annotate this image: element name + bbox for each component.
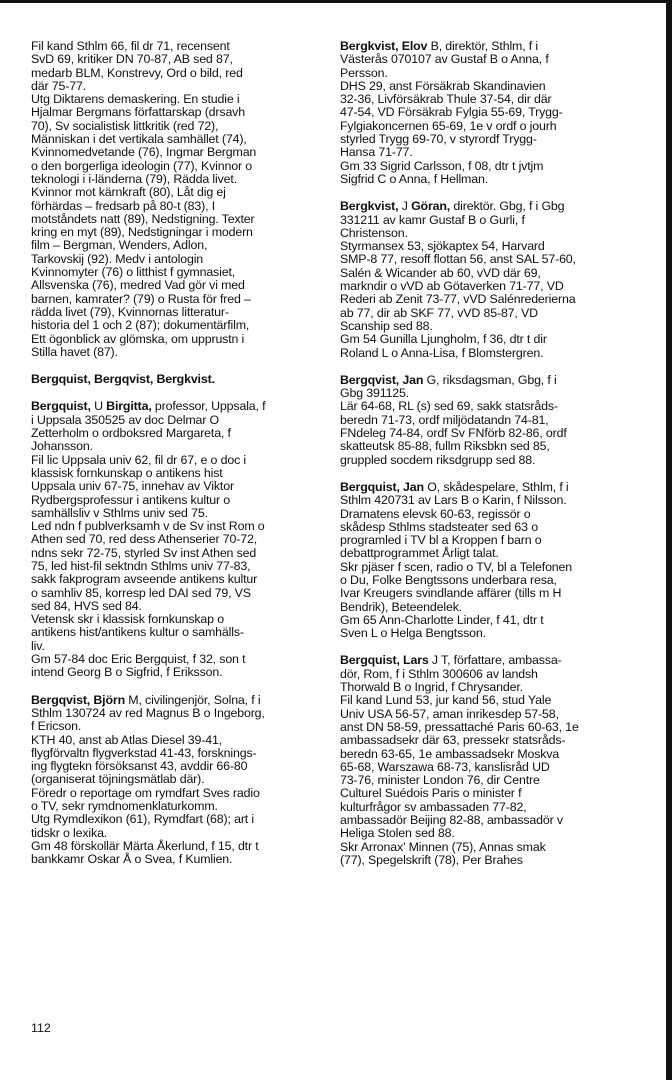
text-line <box>31 93 323 106</box>
entry-heading: Bergquist, Bergqvist, Bergkvist. <box>31 372 215 387</box>
entry-text: 75, led hist-fil sektndn Sthlms univ 77-83, <box>31 558 251 573</box>
text-line <box>340 454 632 467</box>
text-line <box>340 414 632 427</box>
entry-text: liv. <box>31 638 45 653</box>
entry-text: Hjalmar Bergmans författarskap (drsavh <box>31 105 245 120</box>
text-line <box>340 240 632 253</box>
entry-text: Gm 54 Gunilla Ljungholm, f 36, dtr t dir <box>340 332 547 347</box>
text-line <box>340 814 632 827</box>
text-line <box>340 333 632 346</box>
text-line <box>340 214 632 227</box>
entry-text: dör, Rom, f i Sthlm 300606 av landsh <box>340 666 538 681</box>
text-line <box>340 521 632 534</box>
text-line <box>340 280 632 293</box>
text-line <box>31 760 323 773</box>
entry-text: anst DN 58-59, pressattaché Paris 60-63, 1e <box>340 719 579 734</box>
text-line <box>340 694 632 707</box>
text-line <box>340 400 632 413</box>
entry-text: debattprogrammet Årligt talat. <box>340 546 499 561</box>
entry-text: där 75-77. <box>31 78 86 93</box>
text-line <box>31 253 323 266</box>
text-line <box>31 573 323 586</box>
entry <box>340 40 632 186</box>
entry-text: J T, författare, ambassa- <box>428 653 562 668</box>
text-line <box>31 626 323 639</box>
text-line <box>340 427 632 440</box>
entry-text: Athen sed 70, red dess Athenserier 70-72, <box>31 532 257 547</box>
entry-text: Roland L o Anna-Lisa, f Blomstergren. <box>340 345 544 360</box>
entry-heading: Göran, <box>411 199 451 214</box>
entry-text: Kvinnor mot kärnkraft (80), Låt dig ej <box>31 185 226 200</box>
text-line <box>31 373 323 386</box>
entry-text: Ett ögonblick av glömska, om upprustn i <box>31 331 245 346</box>
text-line <box>31 787 323 800</box>
text-line <box>340 200 632 213</box>
entry-text: Stilla havet (87). <box>31 344 118 359</box>
text-line <box>340 160 632 173</box>
entry-text: Kvinnomedvetande (76), Ingmar Bergman <box>31 145 257 160</box>
text-line <box>340 93 632 106</box>
entry-text: samhällsliv v Sthlms univ sed 75. <box>31 505 208 520</box>
text-line <box>31 414 323 427</box>
text-line <box>31 67 323 80</box>
text-line <box>340 841 632 854</box>
entry-text: Utg Diktarens demaskering. En studie i <box>31 92 240 107</box>
entry-text: Uppsala univ 67-75, innehav av Viktor <box>31 479 234 494</box>
entry-text: Zetterholm o ordboksred Margareta, f <box>31 426 231 441</box>
text-line <box>31 440 323 453</box>
entry-text: kring en myt (89), Nedstigningar i modern <box>31 225 253 240</box>
text-line <box>31 80 323 93</box>
text-line <box>31 467 323 480</box>
entry-text: 70), Sv socialistisk littkritik (red 72), <box>31 118 219 133</box>
entry-text: G, riksdagsman, Gbg, f i <box>423 372 557 387</box>
entry-text: Sigfrid C o Anna, f Hellman. <box>340 171 489 186</box>
text-line <box>340 53 632 66</box>
entry-text: Gm 65 Ann-Charlotte Linder, f 41, dtr t <box>340 612 544 627</box>
text-line <box>340 654 632 667</box>
entry-text: 331211 av kamr Gustaf B o Gurli, f <box>340 212 525 227</box>
text-line <box>31 533 323 546</box>
entry-text: intend Georg B o Sigfrid, f Eriksson. <box>31 665 223 680</box>
text-line <box>31 279 323 292</box>
text-line <box>31 213 323 226</box>
text-line <box>31 306 323 319</box>
text-line <box>31 480 323 493</box>
text-line <box>31 720 323 733</box>
entry-text: Människan i det vertikala samhället (74), <box>31 132 247 147</box>
entry-text: Föredr o reportage om rymdfart Sves radio <box>31 785 260 800</box>
entry-text: DHS 29, anst Försäkrab Skandinavien <box>340 78 546 93</box>
entry-text: 65-68, Warszawa 68-73, kanslisråd UD <box>340 759 550 774</box>
text-line <box>340 801 632 814</box>
entry-text: Fil lic Uppsala univ 62, fil dr 67, e o doc i <box>31 452 247 467</box>
text-line <box>31 226 323 239</box>
text-line <box>340 734 632 747</box>
entry-text: Univ USA 56-57, aman inrikesdep 57-58, <box>340 706 559 721</box>
entry-text: ambassadör Beijing 82-88, ambassadör v <box>340 813 563 828</box>
text-line <box>31 133 323 146</box>
entry-text: Christenson. <box>340 225 408 240</box>
text-line <box>31 400 323 413</box>
entry-text: förhärdas – fredsarb på 80-t (83), I <box>31 198 215 213</box>
text-line <box>31 346 323 359</box>
entry-text: SMP-8 77, resoff flottan 56, anst SAL 57-60, <box>340 252 576 267</box>
text-line <box>31 520 323 533</box>
entry-text: gruppled socdem riksdgrupp sed 88. <box>340 452 536 467</box>
entry-text: B, direktör, Sthlm, f i <box>427 39 538 53</box>
text-line <box>340 481 632 494</box>
page-number: 112 <box>31 1021 51 1035</box>
entry-text: Fil kand Lund 53, jur kand 56, stud Yale <box>340 693 552 708</box>
entry-text: SvD 69, kritiker DN 70-87, AB sed 87, <box>31 52 233 67</box>
entry-text: styrled Trygg 69-70, v styrordf Trygg- <box>340 132 537 147</box>
text-line <box>31 640 323 653</box>
text-line <box>340 721 632 734</box>
entry-text: Culturel Suédois Paris o minister f <box>340 786 522 801</box>
entry-text: Salén & Wicander ab 60, vVD där 69, <box>340 265 541 280</box>
entry-text: bankkamr Oskar Å o Svea, f Kumlien. <box>31 852 233 867</box>
entry-text: Gm 48 förskollär Märta Åkerlund, f 15, dtr t <box>31 838 259 853</box>
entry-text: i Uppsala 350525 av doc Delmar O <box>31 412 220 427</box>
entry-text: U <box>90 399 107 414</box>
text-line <box>340 67 632 80</box>
entry-text: Kvinnomyter (76) o litthist f gymnasiet, <box>31 265 236 280</box>
text-line <box>340 387 632 400</box>
text-line <box>340 787 632 800</box>
text-line <box>31 319 323 332</box>
text-line <box>31 613 323 626</box>
text-line <box>340 253 632 266</box>
text-line <box>340 307 632 320</box>
entry-text: M, civilingenjör, Solna, f i <box>125 692 261 707</box>
text-line <box>31 146 323 159</box>
entry <box>31 40 323 359</box>
text-line <box>340 508 632 521</box>
text-line <box>31 40 323 53</box>
entry-text: tidskr o lexika. <box>31 825 108 840</box>
entry-text: o Du, Folke Bengtssons underbara resa, <box>340 572 557 587</box>
text-line <box>340 267 632 280</box>
text-line <box>31 747 323 760</box>
entry-text: 32-36, Livförsäkrab Thule 37-54, dir där <box>340 92 552 107</box>
entry-text: Tarkovskij (92). Medv i antologin <box>31 251 204 266</box>
text-line <box>340 374 632 387</box>
entry-text: programled i TV bl a Kroppen f barn o <box>340 533 542 548</box>
text-line <box>31 173 323 186</box>
entry-text: professor, Uppsala, f <box>151 399 266 414</box>
left-column <box>31 40 323 881</box>
entry-text: Heliga Stolen sed 88. <box>340 826 455 841</box>
text-line <box>31 734 323 747</box>
text-line <box>340 587 632 600</box>
entry-text: o TV, sekr rymdnomenklaturkomm. <box>31 799 218 814</box>
entry <box>340 374 632 467</box>
text-line <box>340 601 632 614</box>
entry-text: skådesp Sthlms stadsteater sed 63 o <box>340 519 538 534</box>
entry <box>31 373 323 386</box>
entry <box>340 200 632 360</box>
entry-text: Sthlm 420731 av Lars B o Karin, f Nilsson. <box>340 493 567 508</box>
entry <box>340 654 632 867</box>
entry-text: Thorwald B o Ingrid, f Chrysander. <box>340 680 523 695</box>
text-line <box>31 547 323 560</box>
entry-heading: Bergquist, Lars <box>340 653 429 668</box>
entry-text: film – Bergman, Wenders, Adlon, <box>31 238 208 253</box>
entry-text: Gm 33 Sigrid Carlsson, f 08, dtr t jvtjm <box>340 158 544 173</box>
entry-text: teknologi i i-länderna (79), Rädda livet. <box>31 171 237 186</box>
entry-text: klassisk fornkunskap o antikens hist <box>31 465 223 480</box>
entry <box>31 694 323 867</box>
text-line <box>340 320 632 333</box>
entry-text: Led ndn f publverksamh v de Sv inst Rom o <box>31 519 265 534</box>
text-line <box>340 133 632 146</box>
entry-text: sakk fakprogram avseende antikens kultur <box>31 572 258 587</box>
text-line <box>340 614 632 627</box>
entry-text: antikens hist/antikens kultur o samhälls- <box>31 625 244 640</box>
text-line <box>31 53 323 66</box>
entry-text: Lär 64-68, RL (s) sed 69, sakk statsråds- <box>340 399 558 414</box>
right-column <box>340 40 632 881</box>
text-line <box>340 574 632 587</box>
text-line <box>340 668 632 681</box>
entry-text: direktör. Gbg, f i Gbg <box>450 199 565 214</box>
entry-text: Dramatens elevsk 60-63, regissör o <box>340 506 531 521</box>
entry-text: markndir o vVD ab Götaverken 71-77, VD <box>340 279 564 294</box>
text-line <box>31 454 323 467</box>
text-line <box>31 827 323 840</box>
text-line <box>31 120 323 133</box>
entry-text: (organiserat töjningsmätlab där). <box>31 772 205 787</box>
entry-text: ndns sekr 72-75, styrled Sv inst Athen sed <box>31 545 257 560</box>
text-line <box>340 173 632 186</box>
text-line <box>31 186 323 199</box>
entry-text: Skr Arronax' Minnen (75), Annas smak <box>340 839 546 854</box>
text-line <box>31 587 323 600</box>
text-line <box>340 627 632 640</box>
text-line <box>31 694 323 707</box>
entry-heading: Bergquist, <box>31 399 91 414</box>
text-line <box>340 681 632 694</box>
text-line <box>340 80 632 93</box>
entry-text: FNdeleg 74-84, ordf Sv FNförb 82-86, ordf <box>340 426 567 441</box>
text-line <box>31 653 323 666</box>
entry-heading: Bergkvist, <box>340 199 399 214</box>
entry-text: 73-76, minister London 76, dir Centre <box>340 773 540 788</box>
entry-text: Hansa 71-77. <box>340 145 413 160</box>
entry-text: Fylgiakoncernen 65-69, 1e v ordf o jourh <box>340 118 557 133</box>
entry-heading: Bergqvist, Björn <box>31 692 125 707</box>
entry-text: ambassadsekr där 63, pressekr statsråds- <box>340 733 566 748</box>
entry-text: (77), Spegelskrift (78), Per Brahes <box>340 852 523 867</box>
text-line <box>31 560 323 573</box>
text-line <box>31 853 323 866</box>
page-edge-top <box>0 0 672 3</box>
text-line <box>340 40 632 53</box>
text-line <box>340 827 632 840</box>
entry-text: ing flygtekn försöksanst 43, avddir 66-80 <box>31 759 248 774</box>
page-edge-shadow <box>666 0 672 1080</box>
text-line <box>340 227 632 240</box>
entry-text: Rydbergsprofessur i antikens kultur o <box>31 492 230 507</box>
text-line <box>340 774 632 787</box>
entry-text: o samhliv 85, korresp led DAI sed 79, VS <box>31 585 251 600</box>
entry-text: Utg Rymdlexikon (61), Rymdfart (68); art i <box>31 812 254 827</box>
entry-text: motståndets natt (89), Nedstigning. Texter <box>31 211 255 226</box>
text-line <box>31 293 323 306</box>
text-line <box>31 800 323 813</box>
entry-text: flygförvaltn flygverkstad 41-43, forsknings- <box>31 745 257 760</box>
text-line <box>340 120 632 133</box>
entry-text: beredn 71-73, ordf miljödatandn 74-81, <box>340 412 549 427</box>
text-line <box>31 507 323 520</box>
text-line <box>31 600 323 613</box>
text-line <box>340 494 632 507</box>
entry-text: Persson. <box>340 65 388 80</box>
entry-text: Sven L o Helga Bengtsson. <box>340 626 486 641</box>
text-line <box>340 561 632 574</box>
text-line <box>340 761 632 774</box>
entry-text: Scanship sed 88. <box>340 318 433 333</box>
entry <box>31 400 323 679</box>
entry-text: medarb BLM, Konstrevy, Ord o bild, red <box>31 65 243 80</box>
text-line <box>31 427 323 440</box>
text-line <box>340 293 632 306</box>
entry-text: historia del 1 och 2 (87); dokumentärfilm, <box>31 318 250 333</box>
text-line <box>31 773 323 786</box>
entry-text: Fil kand Sthlm 66, fil dr 71, recensent <box>31 39 230 53</box>
text-line <box>31 200 323 213</box>
entry-text: KTH 40, anst ab Atlas Diesel 39-41, <box>31 732 223 747</box>
text-line <box>340 708 632 721</box>
entry-text: o den borgerliga ideologin (77), Kvinnor o <box>31 158 253 173</box>
text-line <box>340 347 632 360</box>
text-line <box>31 813 323 826</box>
entry <box>340 481 632 641</box>
text-line <box>31 666 323 679</box>
text-line <box>31 707 323 720</box>
text-line <box>340 547 632 560</box>
entry-text: Ivar Kreugers svindlande affärer (tills m H <box>340 586 562 601</box>
entry-text: sed 84, HVS sed 84. <box>31 598 142 613</box>
entry-text: rädda livet (79), Kvinnornas litteratur- <box>31 304 229 319</box>
entry-text: J <box>398 199 412 214</box>
text-line <box>31 239 323 252</box>
text-line <box>31 160 323 173</box>
text-line <box>340 146 632 159</box>
entry-text: barnen, kamrater? (79) o Rusta för fred – <box>31 291 251 306</box>
entry-text: Johansson. <box>31 439 93 454</box>
text-line <box>340 106 632 119</box>
entry-text: Gbg 391125. <box>340 386 410 401</box>
entry-heading: Bergqvist, Jan <box>340 372 424 387</box>
text-line <box>31 106 323 119</box>
entry-text: Gm 57-84 doc Eric Bergquist, f 32, son t <box>31 652 246 667</box>
entry-text: skatteutsk 85-88, fullm Riksbkn sed 85, <box>340 439 550 454</box>
text-line <box>340 748 632 761</box>
text-line <box>31 333 323 346</box>
entry-text: ab 77, dir ab SKF 77, vVD 85-87, VD <box>340 305 538 320</box>
entry-text: Vetensk skr i klassisk fornkunskap o <box>31 612 224 627</box>
text-line <box>340 854 632 867</box>
text-line <box>31 494 323 507</box>
entry-text: kulturfrågor sv ambassaden 77-82, <box>340 799 527 814</box>
entry-text: f Ericson. <box>31 719 82 734</box>
entry-text: 47-54, VD Försäkrab Fylgia 55-69, Trygg- <box>340 105 563 120</box>
entry-text: O, skådespelare, Sthlm, f i <box>423 479 569 494</box>
entry-text: beredn 63-65, 1e ambassadsekr Moskva <box>340 746 560 761</box>
entry-text: Skr pjäser f scen, radio o TV, bl a Telefonen <box>340 559 573 574</box>
entry-heading: Bergkvist, Elov <box>340 39 428 53</box>
entry-heading: Birgitta, <box>106 399 152 414</box>
entry-text: Västerås 070107 av Gustaf B o Anna, f <box>340 52 549 67</box>
entry-text: Sthlm 130724 av red Magnus B o Ingeborg, <box>31 705 265 720</box>
entry-text: Bendrik), Beteendelek. <box>340 599 463 614</box>
entry-text: Styrmansex 53, sjökaptex 54, Harvard <box>340 239 545 254</box>
entry-text: Allsvenska (76), medred Vad gör vi med <box>31 278 245 293</box>
entry-heading: Bergquist, Jan <box>340 479 424 494</box>
text-line <box>340 440 632 453</box>
entry-text: Rederi ab Zenit 73-77, vVD Salénrederierna <box>340 292 576 307</box>
text-line <box>31 266 323 279</box>
